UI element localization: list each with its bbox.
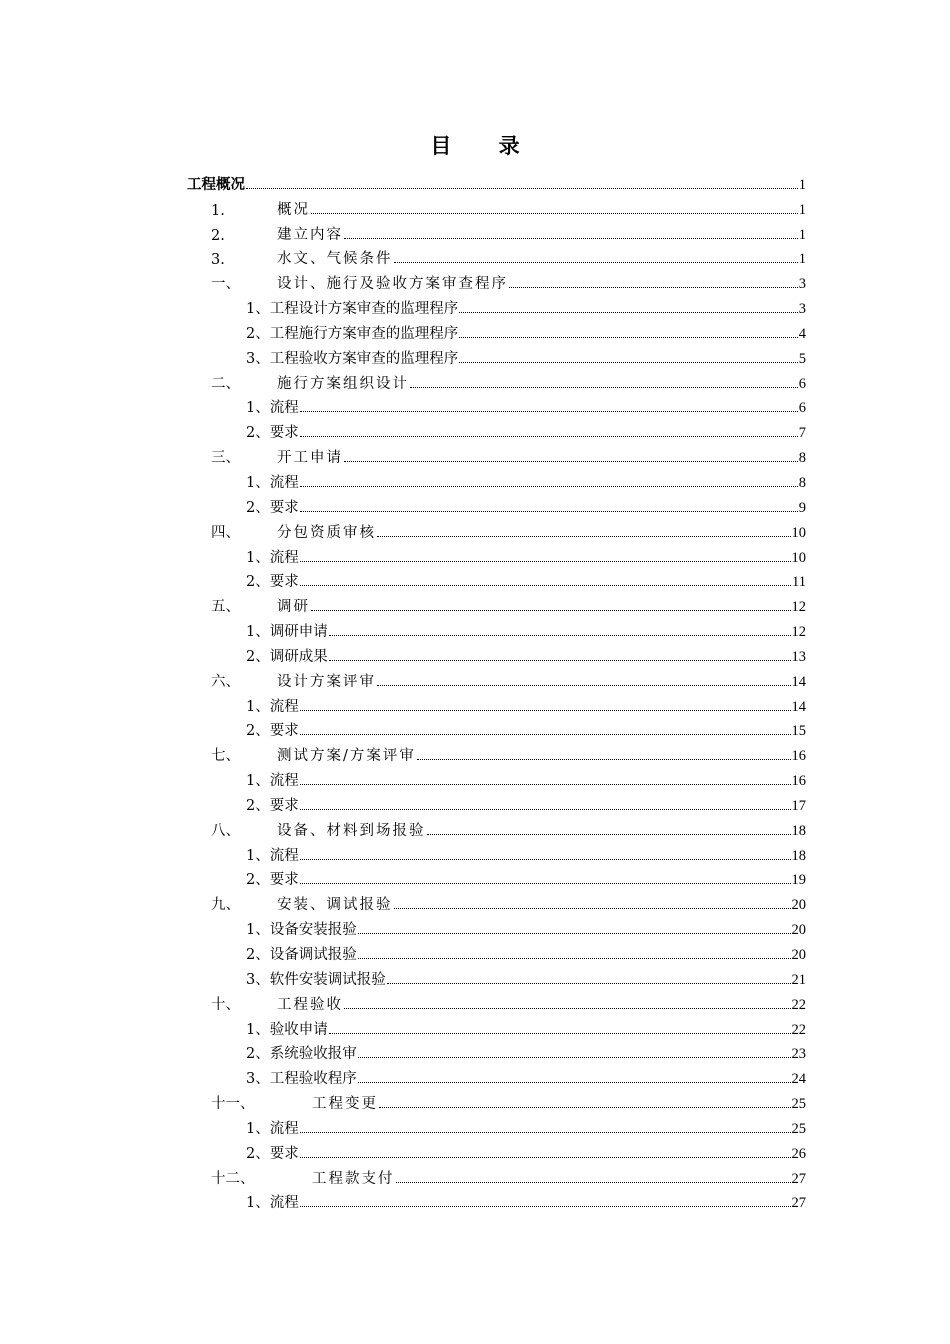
toc-entry[interactable] <box>187 318 806 343</box>
toc-entry-page-number: 17 <box>791 797 806 814</box>
toc-entry-number: 3、 <box>246 350 270 367</box>
dot-leader <box>329 1033 791 1034</box>
toc-entry-page-number: 5 <box>798 350 806 367</box>
toc-entry-page-number: 18 <box>791 822 806 839</box>
toc-entry-page-number: 11 <box>792 574 806 591</box>
toc-entry-number: 八、 <box>211 822 240 839</box>
toc-entry-title: 工程验收方案审查的监理程序 <box>269 350 459 367</box>
toc-entry-title: 系统验收报审 <box>269 1046 357 1063</box>
dot-leader <box>300 1132 791 1133</box>
dot-leader <box>300 486 798 487</box>
toc-entry-title: 设计、施行及验收方案审查程序 <box>277 276 508 293</box>
dot-leader <box>344 1008 791 1009</box>
toc-entry-number: 1、 <box>246 549 270 566</box>
toc-entry-number: 1. <box>211 202 225 219</box>
dot-leader <box>311 610 791 611</box>
toc-entry-page-number: 8 <box>798 450 806 467</box>
toc-entry-number: 三、 <box>211 450 240 467</box>
toc-entry-page-number: 10 <box>791 549 806 566</box>
dot-leader <box>417 759 791 760</box>
dot-leader <box>300 883 791 884</box>
dot-leader <box>427 834 791 835</box>
toc-entry[interactable] <box>187 989 806 1014</box>
toc-entry-number: 3、 <box>246 971 270 988</box>
dot-leader <box>329 635 791 636</box>
toc-entry-page-number: 6 <box>798 400 806 417</box>
dot-leader <box>377 536 791 537</box>
table-of-contents <box>187 169 806 1212</box>
toc-entry[interactable] <box>187 244 806 269</box>
toc-entry[interactable] <box>187 591 806 616</box>
toc-entry-page-number: 24 <box>791 1071 806 1088</box>
toc-entry[interactable] <box>187 368 806 393</box>
toc-entry[interactable] <box>187 964 806 989</box>
toc-entry-title: 建立内容 <box>277 226 343 243</box>
toc-entry-number: 3. <box>211 252 225 269</box>
toc-entry-title: 分包资质审核 <box>277 524 376 541</box>
toc-entry-title: 设备调试报验 <box>269 947 357 963</box>
toc-entry-number: 1、 <box>246 400 270 417</box>
toc-entry-title: 要求 <box>269 425 299 442</box>
toc-entry-number: 1、 <box>246 847 270 864</box>
toc-entry-title: 设备、材料到场报验 <box>277 822 426 839</box>
toc-entry-title: 安装、调试报验 <box>277 897 393 914</box>
toc-entry-number: 2、 <box>246 574 270 591</box>
toc-entry-number: 五、 <box>211 599 240 616</box>
toc-entry[interactable] <box>187 542 806 567</box>
toc-entry[interactable] <box>187 939 806 964</box>
toc-entry-title: 要求 <box>269 723 299 740</box>
toc-entry-page-number: 12 <box>791 599 806 616</box>
toc-entry[interactable] <box>187 865 806 890</box>
toc-entry-title: 流程 <box>269 1195 299 1212</box>
toc-entry-title: 要求 <box>269 499 299 516</box>
toc-entry-number: 1、 <box>246 1195 270 1212</box>
toc-entry[interactable] <box>187 914 806 939</box>
dot-leader <box>459 362 798 363</box>
toc-entry-page-number: 25 <box>791 1120 806 1137</box>
toc-entry-page-number: 23 <box>791 1046 806 1063</box>
toc-entry-number: 十二、 <box>211 1170 255 1187</box>
toc-entry[interactable] <box>187 740 806 765</box>
toc-entry-page-number: 27 <box>791 1170 806 1187</box>
dot-leader <box>300 1157 791 1158</box>
toc-entry-number: 1、 <box>246 474 270 491</box>
toc-entry-page-number: 25 <box>791 1096 806 1113</box>
toc-entry[interactable] <box>187 293 806 318</box>
toc-entry-number: 1、 <box>246 773 270 790</box>
toc-entry[interactable] <box>187 1063 806 1088</box>
dot-leader <box>300 411 798 412</box>
toc-entry[interactable] <box>187 169 806 194</box>
toc-entry[interactable] <box>187 641 806 666</box>
dot-leader <box>300 784 791 785</box>
toc-entry-page-number: 16 <box>791 773 806 790</box>
toc-entry[interactable] <box>187 1163 806 1188</box>
toc-entry-title: 流程 <box>269 400 299 417</box>
toc-entry-title: 工程概况 <box>187 175 245 193</box>
dot-leader <box>300 734 791 735</box>
toc-entry-page-number: 13 <box>791 648 806 665</box>
toc-entry-title: 流程 <box>269 698 299 715</box>
toc-entry-title: 开工申请 <box>277 450 343 467</box>
toc-entry-number: 2、 <box>246 947 270 963</box>
toc-entry-number: 1、 <box>246 301 270 318</box>
dot-leader <box>410 387 798 388</box>
dot-leader <box>459 337 798 338</box>
toc-entry-number: 2、 <box>246 648 270 665</box>
toc-entry-title: 流程 <box>269 773 299 790</box>
toc-entry-page-number: 14 <box>791 698 806 715</box>
toc-entry-title: 概况 <box>277 201 310 218</box>
toc-entry-title: 流程 <box>269 847 299 864</box>
dot-leader <box>344 238 798 239</box>
toc-entry-page-number: 1 <box>798 226 806 243</box>
dot-leader <box>394 262 798 263</box>
toc-entry-page-number: 22 <box>791 1021 806 1038</box>
toc-entry[interactable] <box>187 442 806 467</box>
toc-entry-page-number: 20 <box>791 897 806 914</box>
dot-leader <box>344 461 798 462</box>
toc-entry-number: 1、 <box>246 1120 270 1137</box>
toc-entry[interactable] <box>187 393 806 418</box>
toc-entry-title: 设计方案评审 <box>277 673 376 690</box>
toc-entry-page-number: 22 <box>791 996 806 1013</box>
toc-entry-number: 一、 <box>211 276 240 293</box>
toc-entry-title: 测试方案/方案评审 <box>277 748 416 765</box>
toc-entry-title: 水文、气候条件 <box>277 251 393 268</box>
dot-leader <box>379 1107 791 1108</box>
toc-entry-page-number: 8 <box>798 474 806 491</box>
toc-entry-number: 六、 <box>211 673 240 690</box>
toc-entry-page-number: 7 <box>798 425 806 442</box>
dot-leader <box>358 1082 791 1083</box>
toc-entry-title: 流程 <box>269 474 299 491</box>
toc-entry-title: 工程变更 <box>312 1096 378 1113</box>
toc-entry-title: 要求 <box>269 1145 299 1162</box>
toc-entry-page-number: 18 <box>791 847 806 864</box>
toc-entry-number: 2、 <box>246 325 270 342</box>
toc-entry-number: 十一、 <box>211 1096 255 1113</box>
toc-entry-page-number: 3 <box>798 301 806 318</box>
toc-entry[interactable] <box>187 467 806 492</box>
toc-entry-title: 要求 <box>269 797 299 814</box>
toc-entry-page-number: 1 <box>798 176 806 193</box>
toc-entry-number: 1、 <box>246 698 270 715</box>
dot-leader <box>300 436 798 437</box>
dot-leader <box>509 287 798 288</box>
toc-entry-title: 工程设计方案审查的监理程序 <box>269 301 459 318</box>
dot-leader <box>300 511 798 512</box>
toc-entry-number: 2、 <box>246 425 270 442</box>
dot-leader <box>300 561 791 562</box>
dot-leader <box>311 213 798 214</box>
dot-leader <box>300 585 791 586</box>
toc-entry[interactable] <box>187 616 806 641</box>
toc-entry[interactable] <box>187 790 806 815</box>
dot-leader <box>300 809 791 810</box>
toc-entry[interactable] <box>187 1138 806 1163</box>
toc-entry-page-number: 20 <box>791 947 806 963</box>
toc-title: 目 录 <box>430 133 540 158</box>
toc-entry-page-number: 20 <box>791 922 806 939</box>
toc-entry[interactable] <box>187 492 806 517</box>
toc-entry-number: 七、 <box>211 748 240 765</box>
toc-entry-number: 2、 <box>246 797 270 814</box>
toc-entry-page-number: 14 <box>791 673 806 690</box>
toc-entry-page-number: 16 <box>791 748 806 765</box>
toc-entry-page-number: 3 <box>798 276 806 293</box>
dot-leader <box>246 188 798 189</box>
toc-entry-title: 调研 <box>277 599 310 616</box>
toc-entry[interactable] <box>187 1113 806 1138</box>
toc-entry-title: 施行方案组织设计 <box>277 375 409 392</box>
toc-entry[interactable] <box>187 194 806 219</box>
toc-entry-title: 要求 <box>269 872 299 889</box>
toc-entry[interactable] <box>187 1188 806 1213</box>
toc-entry-title: 验收申请 <box>269 1021 328 1038</box>
toc-entry-title: 流程 <box>269 549 299 566</box>
toc-entry-title: 流程 <box>269 1120 299 1137</box>
toc-entry-title: 工程验收 <box>277 996 343 1013</box>
toc-entry[interactable] <box>187 716 806 741</box>
toc-entry[interactable] <box>187 889 806 914</box>
toc-entry[interactable] <box>187 691 806 716</box>
dot-leader <box>300 1206 791 1207</box>
toc-entry[interactable] <box>187 840 806 865</box>
dot-leader <box>358 933 791 934</box>
toc-entry-number: 2、 <box>246 723 270 740</box>
toc-entry-title: 要求 <box>269 574 299 591</box>
dot-leader <box>358 958 791 959</box>
toc-entry-title: 工程施行方案审查的监理程序 <box>269 325 459 342</box>
dot-leader <box>358 1057 791 1058</box>
dot-leader <box>396 1182 791 1183</box>
toc-entry-page-number: 1 <box>798 201 806 218</box>
toc-entry-page-number: 15 <box>791 723 806 740</box>
dot-leader <box>377 685 791 686</box>
toc-entry-page-number: 19 <box>791 872 806 889</box>
toc-entry-page-number: 12 <box>791 624 806 641</box>
toc-entry-number: 十、 <box>211 996 240 1013</box>
toc-entry-number: 1、 <box>246 922 270 939</box>
toc-entry[interactable] <box>187 517 806 542</box>
toc-entry-title: 工程验收程序 <box>269 1071 357 1088</box>
toc-entry-page-number: 1 <box>798 251 806 268</box>
dot-leader <box>459 312 798 313</box>
toc-entry[interactable] <box>187 567 806 592</box>
toc-entry[interactable] <box>187 666 806 691</box>
toc-entry[interactable] <box>187 1039 806 1064</box>
dot-leader <box>300 859 791 860</box>
toc-entry[interactable] <box>187 343 806 368</box>
toc-entry-number: 3、 <box>246 1071 270 1088</box>
toc-entry-page-number: 4 <box>798 325 806 342</box>
toc-entry-title: 软件安装调试报验 <box>269 971 386 988</box>
toc-entry-number: 2、 <box>246 1145 270 1162</box>
toc-entry[interactable] <box>187 1014 806 1039</box>
toc-entry-number: 1、 <box>246 624 270 641</box>
toc-entry-number: 二、 <box>211 375 240 392</box>
dot-leader <box>300 710 791 711</box>
toc-entry-number: 1、 <box>246 1021 270 1038</box>
toc-entry-page-number: 9 <box>798 499 806 516</box>
toc-entry-page-number: 27 <box>791 1195 806 1212</box>
toc-entry[interactable] <box>187 1088 806 1113</box>
toc-entry-title: 设备安装报验 <box>269 922 357 939</box>
toc-entry[interactable] <box>187 268 806 293</box>
toc-entry-number: 2、 <box>246 499 270 516</box>
toc-entry-title: 调研成果 <box>269 648 328 665</box>
toc-entry-title: 工程款支付 <box>312 1170 395 1187</box>
toc-entry[interactable] <box>187 815 806 840</box>
toc-entry-number: 2. <box>211 227 225 244</box>
toc-entry-number: 九、 <box>211 897 240 914</box>
toc-entry-number: 2、 <box>246 872 270 889</box>
dot-leader <box>329 660 791 661</box>
toc-entry-page-number: 21 <box>791 971 806 988</box>
toc-entry-page-number: 6 <box>798 375 806 392</box>
dot-leader <box>387 983 791 984</box>
dot-leader <box>394 908 791 909</box>
toc-entry[interactable] <box>187 417 806 442</box>
toc-entry-page-number: 26 <box>791 1145 806 1162</box>
toc-entry[interactable] <box>187 219 806 244</box>
toc-entry-title: 调研申请 <box>269 624 328 641</box>
toc-entry-number: 四、 <box>211 524 240 541</box>
toc-entry[interactable] <box>187 765 806 790</box>
toc-entry-page-number: 10 <box>791 524 806 541</box>
toc-entry-number: 2、 <box>246 1046 270 1063</box>
